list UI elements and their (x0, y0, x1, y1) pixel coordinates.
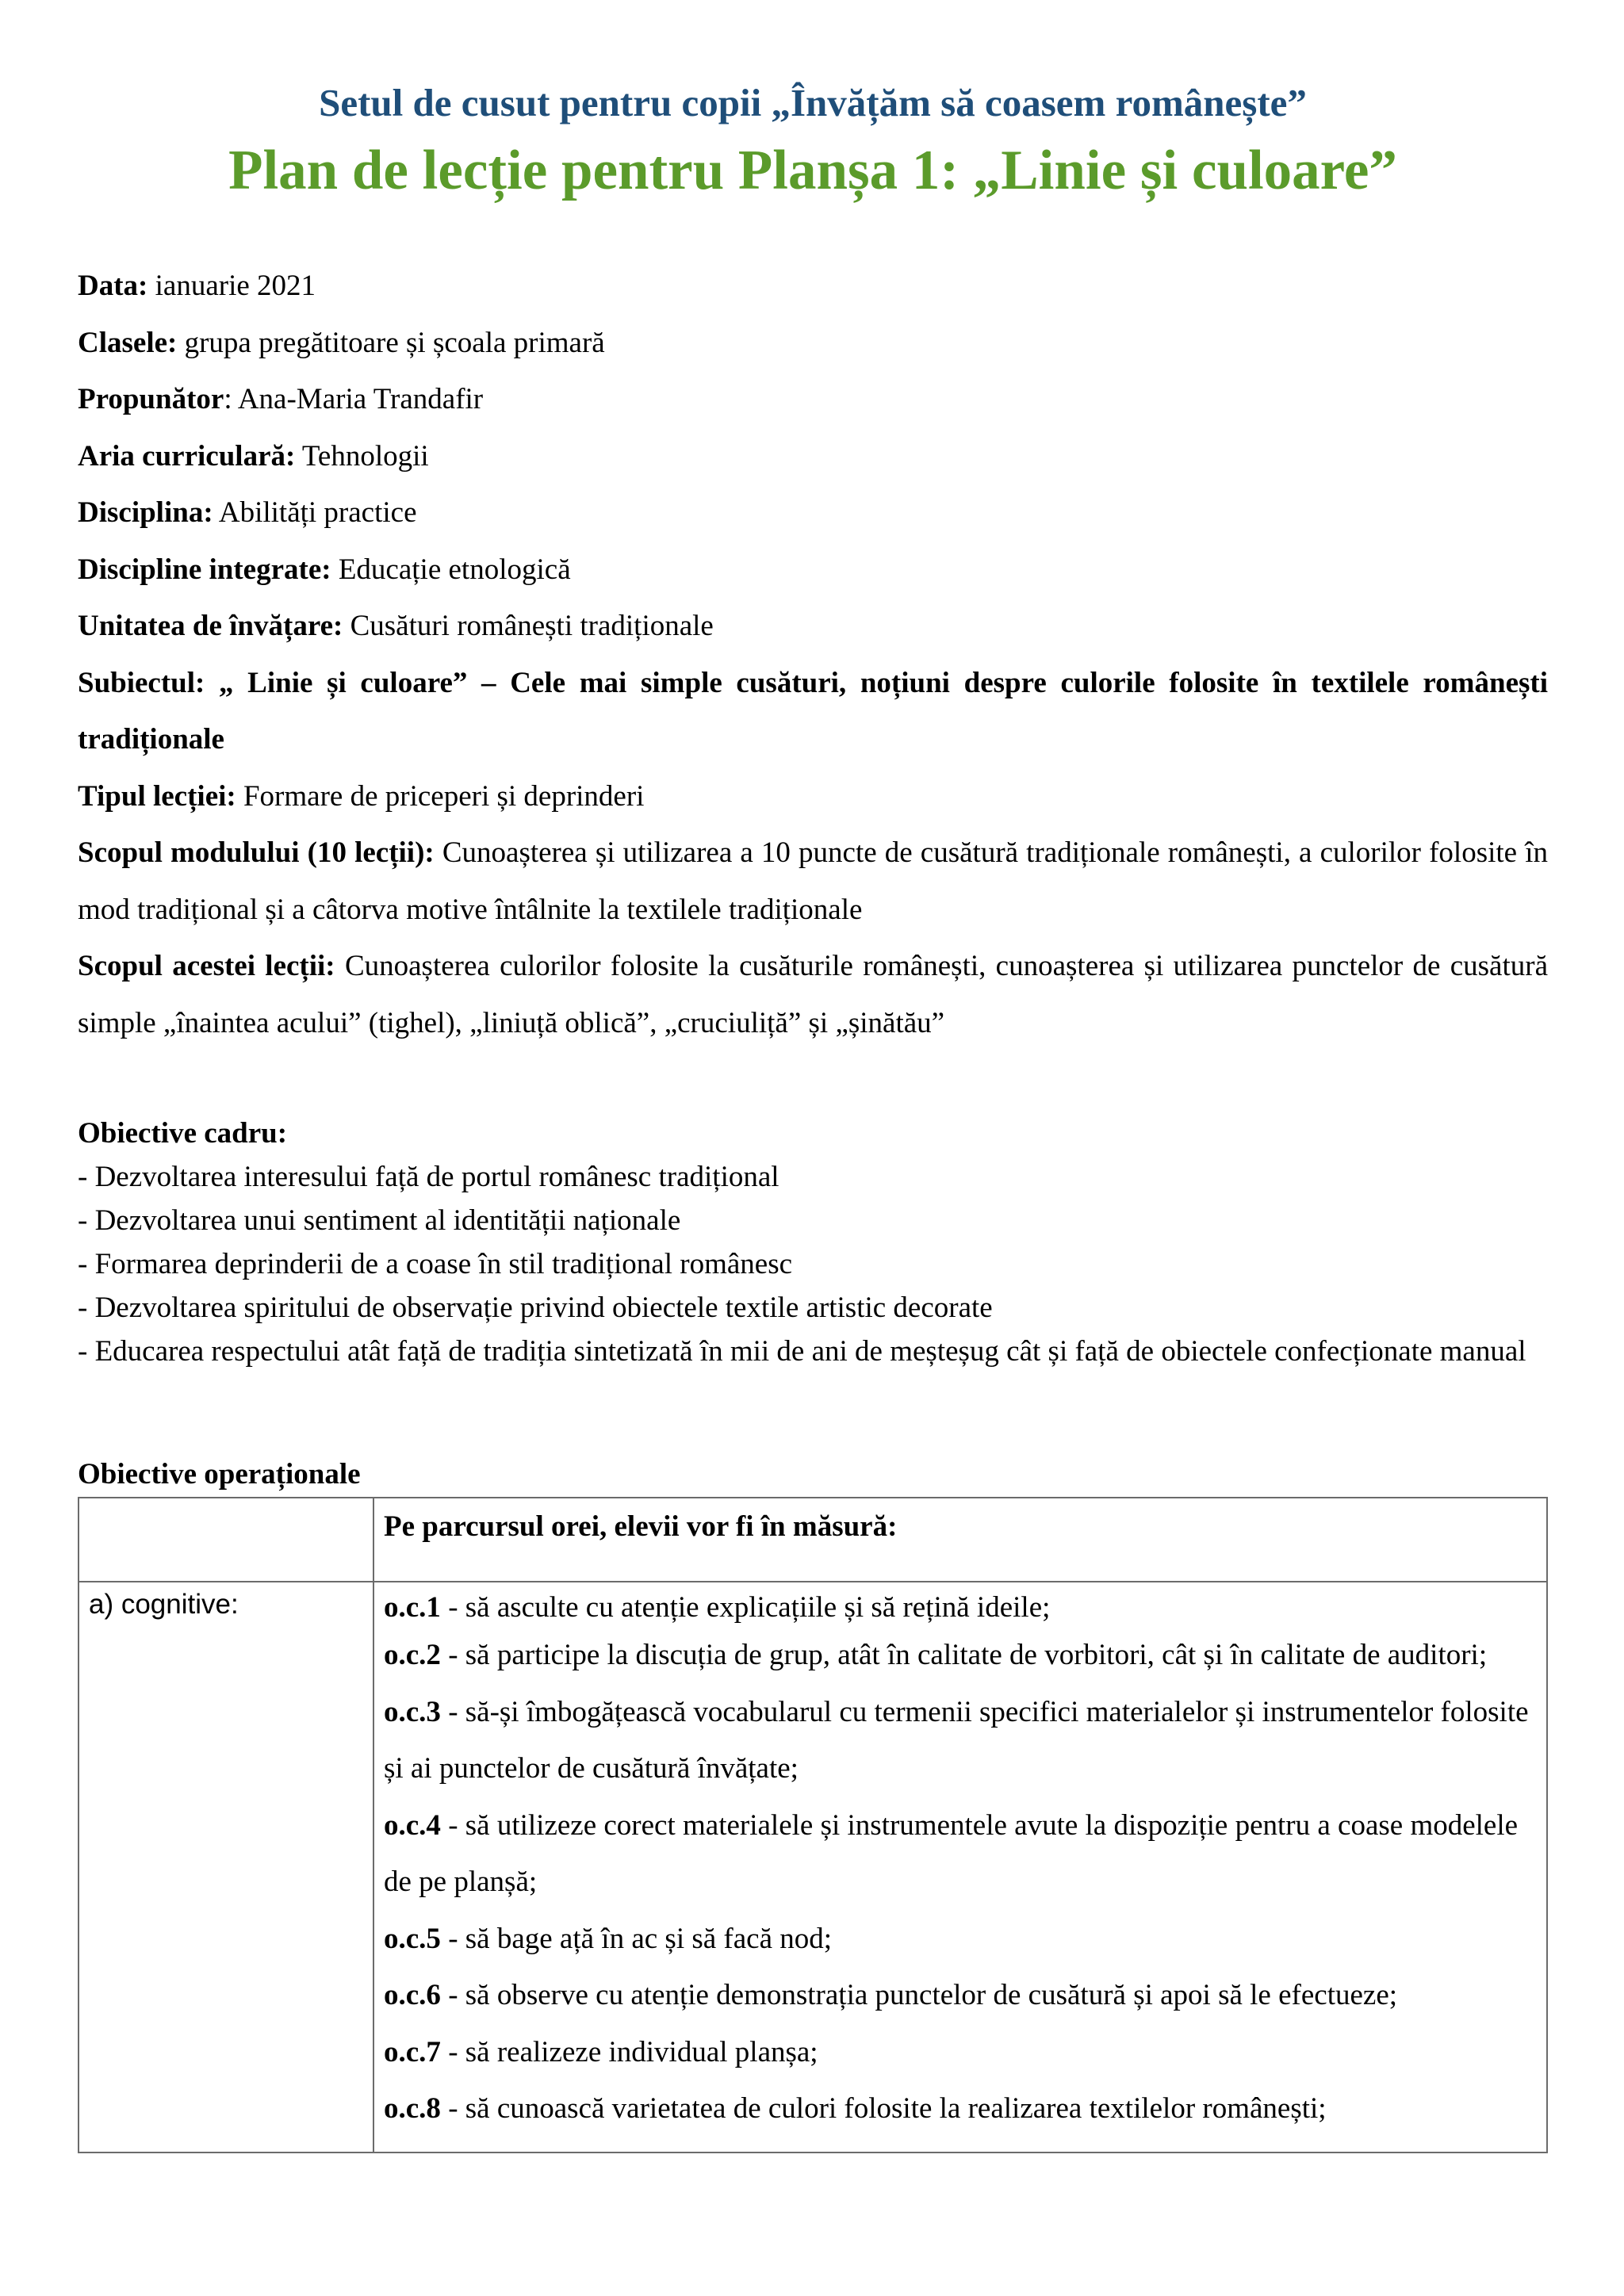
meta-unitatea (78, 598, 1548, 655)
objective-code: o.c.8 (384, 2092, 441, 2125)
table-header-row (79, 1498, 1547, 1582)
row-label-cognitive: a) cognitive: (79, 1582, 373, 2152)
objective-text: - să participe la discuția de grup, atât în calitate de vorbitori, cât și în calitate de auditori; (440, 1639, 1488, 1671)
meta-label: Scopul acestei lecții: (78, 950, 335, 982)
list-item: - Dezvoltarea unui sentiment al identității naționale (78, 1204, 681, 1237)
objective-item (384, 1911, 1537, 1968)
meta-label: Propunător (78, 383, 224, 415)
objective-text: - să observe cu atenție demonstrația punctelor de cusătură și apoi să le efectueze; (440, 1979, 1398, 2011)
obiective-cadru-section (78, 1112, 1548, 1373)
meta-label: Scopul modulului (10 lecții): (78, 836, 435, 869)
meta-subiectul: Subiectul: „ Linie și culoare” – Cele mai simple cusături, noțiuni despre culorile folosite în textilele românești tradiționale (78, 666, 1548, 756)
objective-text: - să bage ață în ac și să facă nod; (440, 1922, 833, 1955)
objective-text: - să realizeze individual planșa; (440, 2035, 818, 2068)
list-item: - Dezvoltarea interesului față de portul românesc tradițional (78, 1161, 779, 1193)
meta-value: Cusături românești tradiționale (343, 610, 714, 642)
objective-text: - să cunoască varietatea de culori folosite la realizarea textilelor românești; (440, 2092, 1327, 2125)
objective-code: o.c.1 (384, 1591, 441, 1624)
meta-value: Tehnologii (295, 439, 429, 473)
meta-aria (78, 428, 1548, 485)
objective-text: - să utilizeze corect materialele și instrumentele avute la dispoziție pentru a coase modelele de pe planșă; (384, 1808, 1519, 1898)
meta-label: Aria curriculară: (78, 439, 296, 473)
lesson-plan-title: Plan de lecție pentru Planșa 1: „Linie și culoare” (228, 140, 1397, 201)
meta-label: Data: (78, 270, 148, 302)
objective-text: - să asculte cu atenție explicațiile și să rețină ideile; (440, 1591, 1051, 1624)
meta-label: Tipul lecției: (78, 779, 236, 813)
meta-discipline-integrate (78, 541, 1548, 599)
meta-label: Disciplina: (78, 496, 213, 529)
obiective-operationale-table (78, 1497, 1548, 2153)
table-header-empty-cell (79, 1498, 373, 1582)
list-item: - Formarea deprinderii de a coase în stil tradițional românesc (78, 1248, 793, 1280)
objectives-cell (373, 1582, 1547, 2152)
objective-code: o.c.2 (384, 1639, 441, 1671)
meta-scopul-modulului (78, 825, 1548, 938)
meta-scopul-lectiei (78, 938, 1548, 1051)
objective-code: o.c.6 (384, 1979, 441, 2011)
meta-label: Clasele: (78, 326, 178, 359)
meta-value: ianuarie 2021 (147, 270, 316, 302)
objective-code: o.c.4 (384, 1808, 441, 1842)
objective-item (384, 2024, 1537, 2081)
objective-item (384, 1589, 1537, 1627)
objective-item (384, 1627, 1537, 1684)
meta-value: Educație etnologică (331, 553, 571, 586)
meta-data (78, 258, 1548, 315)
objective-code: o.c.5 (384, 1922, 441, 1955)
meta-label: Unitatea de învățare: (78, 610, 343, 642)
meta-tipul (78, 768, 1548, 825)
objective-item (384, 1967, 1537, 2024)
document-title: Setul de cusut pentru copii „Învățăm să coasem românește” (319, 81, 1307, 124)
objective-item (384, 1797, 1537, 1911)
list-item: - Educarea respectului atât față de tradiția sintetizată în mii de ani de meșteșug cât și față de obiectele confecționate manual (78, 1335, 1526, 1368)
meta-clasele (78, 315, 1548, 372)
obiective-operationale-heading: Obiective operaționale (78, 1458, 361, 1490)
meta-propunator (78, 371, 1548, 428)
meta-value: Cunoașterea și utilizarea a 10 puncte de cusătură tradiționale românești, a culorilor folosite în mod tradițional și a câtorva motive întâlnite la textilele tradiționale (78, 836, 1548, 926)
objective-code: o.c.3 (384, 1695, 441, 1728)
meta-label: Discipline integrate: (78, 553, 331, 586)
meta-value: Abilități practice (213, 496, 417, 529)
obiective-cadru-heading: Obiective cadru: (78, 1117, 288, 1150)
meta-disciplina (78, 484, 1548, 541)
meta-value: grupa pregătitoare și școala primară (177, 326, 605, 359)
objective-item (384, 1684, 1537, 1797)
objective-code: o.c.7 (384, 2035, 441, 2068)
table-header-cell: Pe parcursul orei, elevii vor fi în măsură: (373, 1498, 1547, 1582)
list-item: - Dezvoltarea spiritului de observație privind obiectele textile artistic decorate (78, 1292, 993, 1324)
meta-value: Cunoașterea culorilor folosite la cusăturile românești, cunoașterea și utilizarea punctelor de cusătură simple „înaintea acului” (tighel), „liniuță oblică”, „cruciuliță” și „șinătău” (78, 950, 1549, 1039)
table-row (79, 1582, 1547, 2152)
meta-value: : Ana-Maria Trandafir (224, 383, 484, 415)
lesson-metadata (78, 258, 1548, 1051)
objective-text: - să-și îmbogățească vocabularul cu termenii specifici materialelor și instrumentelor folosite și ai punctelor de cusătură învățate; (384, 1695, 1529, 1785)
meta-value: Formare de priceperi și deprinderi (236, 779, 645, 813)
objective-item (384, 2080, 1537, 2137)
